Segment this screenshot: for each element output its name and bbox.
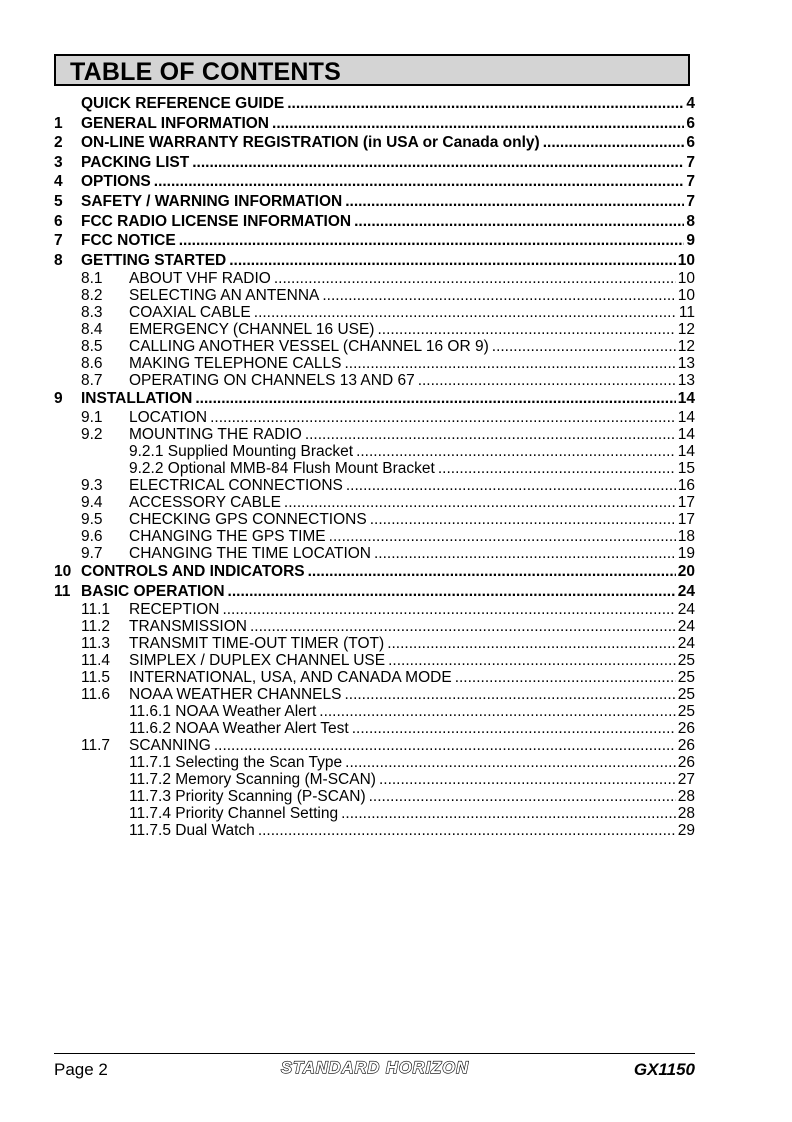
toc-entry[interactable] (54, 528, 695, 545)
dot-leader (387, 635, 676, 652)
dot-leader (305, 426, 676, 443)
dot-leader (345, 754, 676, 771)
dot-leader (229, 251, 676, 271)
dot-leader (214, 737, 676, 754)
toc-entry[interactable] (54, 389, 695, 409)
toc-entry-page: 16 (677, 476, 695, 494)
toc-entry-title: COAXIAL CABLE (129, 304, 251, 322)
toc-entry-number: 9.4 (81, 493, 103, 511)
toc-entry-title: Selecting the Scan Type (175, 754, 343, 772)
toc-entry-number: 8.7 (81, 372, 103, 390)
toc-entry-number: 9.1 (81, 408, 103, 426)
toc-entry-number: 4 (54, 173, 63, 191)
toc-entry-page: 20 (677, 562, 695, 580)
toc-entry-number: 5 (54, 192, 63, 210)
toc-entry-number: 11.2 (81, 618, 111, 636)
dot-leader (192, 153, 684, 173)
toc-entry[interactable] (54, 494, 695, 511)
toc-entry-title: SCANNING (129, 737, 211, 755)
toc-entry[interactable] (54, 545, 695, 562)
toc-entry[interactable] (54, 771, 695, 788)
toc-entry-title: ACCESSORY CABLE (129, 493, 281, 511)
dot-leader (274, 270, 676, 287)
toc-entry[interactable] (54, 652, 695, 669)
toc-entry-number: 8.6 (81, 355, 103, 373)
toc-entry-title: CONTROLS AND INDICATORS (81, 562, 305, 580)
toc-entry-page: 7 (686, 192, 695, 210)
dot-leader (354, 212, 684, 232)
toc-entry-page: 4 (686, 95, 695, 112)
toc-entry-title: OPTIONS (81, 173, 151, 191)
dot-leader (210, 409, 676, 426)
toc-entry-page: 12 (677, 338, 695, 356)
toc-entry-title: GETTING STARTED (81, 251, 227, 269)
toc-entry-page: 17 (677, 510, 695, 528)
toc-entry[interactable] (54, 409, 695, 426)
page-title: TABLE OF CONTENTS (70, 58, 341, 86)
dot-leader (369, 788, 676, 805)
toc-entry-title: NOAA WEATHER CHANNELS (129, 686, 342, 704)
toc-title-box (54, 54, 690, 86)
toc-entry-page: 25 (677, 686, 695, 704)
toc-entry-title: MOUNTING THE RADIO (129, 425, 302, 443)
toc-entry-number: 10 (54, 562, 72, 580)
toc-entry-title: Priority Scanning (P-SCAN) (175, 788, 366, 806)
dot-leader (377, 321, 675, 338)
dot-leader (356, 443, 676, 460)
dot-leader (344, 355, 675, 372)
toc-entry[interactable] (54, 153, 695, 173)
dot-leader (492, 338, 676, 355)
dot-leader (254, 304, 677, 321)
toc-entry-page: 9 (686, 232, 695, 250)
toc-entry-title: BASIC OPERATION (81, 582, 225, 600)
toc-entry-page: 14 (677, 442, 695, 460)
toc-entry-number: 11.4 (81, 652, 111, 670)
dot-leader (418, 372, 676, 389)
dot-leader (455, 669, 676, 686)
dot-leader (179, 231, 685, 251)
toc-entry-page: 10 (677, 270, 695, 288)
toc-entry-number: 9.2.2 (129, 459, 164, 477)
dot-leader (154, 172, 685, 192)
footer-page-number: Page 2 (54, 1060, 108, 1079)
toc-entry-number: 2 (54, 134, 63, 152)
toc-entry-page: 14 (677, 425, 695, 443)
toc-entry[interactable] (54, 460, 695, 477)
toc-entry-title: SELECTING AN ANTENNA (129, 287, 320, 305)
toc-entry-title: SIMPLEX / DUPLEX CHANNEL USE (129, 652, 386, 670)
toc-entry[interactable] (54, 737, 695, 754)
toc-entry-title: Dual Watch (175, 822, 255, 840)
toc-entry-number: 6 (54, 212, 63, 230)
toc-entry-page: 19 (677, 544, 695, 562)
toc-entry-number: 8.3 (81, 304, 103, 322)
toc-entry-title: FCC RADIO LICENSE INFORMATION (81, 212, 352, 230)
toc-entry[interactable] (54, 601, 695, 618)
toc-entry[interactable] (54, 114, 695, 134)
dot-leader (222, 601, 675, 618)
toc-entry-title: NOAA Weather Alert Test (175, 720, 349, 738)
toc-entry-number: 11.6.1 (129, 703, 171, 721)
toc-entry-number: 11.1 (81, 601, 111, 619)
toc-entry[interactable] (54, 338, 695, 355)
toc-entry-title: Supplied Mounting Bracket (167, 442, 354, 460)
dot-leader (374, 545, 676, 562)
toc-entry[interactable] (54, 372, 695, 389)
toc-entry-number: 11.7.3 (129, 788, 171, 806)
toc-entry-number: 9.5 (81, 510, 103, 528)
toc-entry[interactable] (54, 287, 695, 304)
toc-entry-title: CALLING ANOTHER VESSEL (CHANNEL 16 OR 9) (129, 338, 489, 356)
toc-entry-page: 18 (677, 527, 695, 545)
toc-entry-number: 11.7 (81, 737, 111, 755)
toc-entry[interactable] (54, 231, 695, 251)
toc-entry-title: INSTALLATION (81, 390, 193, 408)
dot-leader (370, 511, 676, 528)
toc-entry-title: ABOUT VHF RADIO (129, 270, 271, 288)
toc-entry[interactable] (54, 686, 695, 703)
toc-entry-title: CHECKING GPS CONNECTIONS (129, 510, 367, 528)
toc-entry[interactable] (54, 212, 695, 232)
toc-entry-page: 25 (677, 669, 695, 687)
toc-entry[interactable] (54, 703, 695, 720)
dot-leader (344, 686, 675, 703)
toc-entry[interactable] (54, 426, 695, 443)
toc-entry-number: 9.2 (81, 425, 103, 443)
toc-entry-number: 8 (54, 251, 63, 269)
brand-logo: STANDARD HORIZON (280, 1059, 470, 1077)
toc-entry-title: Priority Channel Setting (175, 805, 339, 823)
toc-entry-page: 7 (686, 173, 695, 191)
toc-entry-number: 11.7.2 (129, 771, 171, 789)
toc-entry[interactable] (54, 720, 695, 737)
toc-entry[interactable] (54, 251, 695, 271)
toc-entry-title: ON-LINE WARRANTY REGISTRATION (in USA or Canada only) (81, 134, 540, 152)
toc-entry-page: 15 (677, 459, 695, 477)
toc-entry-page: 6 (686, 134, 695, 152)
toc-entry-page: 8 (686, 212, 695, 230)
toc-entry-page: 24 (677, 635, 695, 653)
toc-entry-number: 8.5 (81, 338, 103, 356)
toc-entry-number: 8.2 (81, 287, 103, 305)
toc-entry-page: 24 (677, 582, 695, 600)
toc-entry-number: 11.7.1 (129, 754, 171, 772)
toc-entry-page: 10 (677, 287, 695, 305)
toc-entry[interactable] (54, 635, 695, 652)
toc-entry-number: 7 (54, 232, 63, 250)
toc-entry[interactable] (54, 321, 695, 338)
footer-divider (54, 1053, 695, 1054)
toc-entry[interactable] (54, 788, 695, 805)
dot-leader (258, 822, 676, 839)
toc-entry-page: 6 (686, 114, 695, 132)
toc-entry[interactable] (54, 511, 695, 528)
toc-entry-title: RECEPTION (129, 601, 220, 619)
dot-leader (287, 94, 684, 114)
toc-entry-title: OPERATING ON CHANNELS 13 AND 67 (129, 372, 415, 390)
toc-entry-number: 11.5 (81, 669, 111, 687)
toc-entry-title: LOCATION (129, 408, 208, 426)
toc-entry[interactable] (54, 562, 695, 582)
dot-leader (195, 389, 675, 409)
toc-entry-page: 17 (677, 493, 695, 511)
toc-entry-title: TRANSMISSION (129, 618, 247, 636)
toc-entry-title: GENERAL INFORMATION (81, 114, 270, 132)
toc-entry-number: 9.7 (81, 544, 103, 562)
dot-leader (228, 582, 676, 602)
toc-entry-title: SAFETY / WARNING INFORMATION (81, 192, 343, 210)
toc-entry-title: TRANSMIT TIME-OUT TIMER (TOT) (129, 635, 385, 653)
toc-entry-number: 1 (54, 114, 63, 132)
toc-entry-number: 3 (54, 153, 63, 171)
dot-leader (250, 618, 676, 635)
dot-leader (341, 805, 676, 822)
toc-entry-title: INTERNATIONAL, USA, AND CANADA MODE (129, 669, 452, 687)
toc-entry-title: FCC NOTICE (81, 232, 176, 250)
dot-leader (352, 720, 676, 737)
toc-entry-page: 24 (677, 601, 695, 619)
toc-entry-page: 14 (677, 390, 695, 408)
toc-entry-title: EMERGENCY (CHANNEL 16 USE) (129, 321, 375, 339)
toc-entry-page: 26 (677, 754, 695, 772)
toc-entry-number: 11 (54, 582, 71, 600)
toc-entry-page: 28 (677, 805, 695, 823)
toc-entry[interactable] (54, 304, 695, 321)
toc-entry[interactable] (54, 270, 695, 287)
toc-entry-number: 11.7.5 (129, 822, 171, 840)
dot-leader (543, 133, 685, 153)
toc-entry-title: Memory Scanning (M-SCAN) (175, 771, 376, 789)
toc-entry-page: 25 (677, 652, 695, 670)
toc-entry-page: 26 (677, 737, 695, 755)
toc-entry-page: 25 (677, 703, 695, 721)
toc-entry[interactable] (54, 355, 695, 372)
toc-entry-number: 9.6 (81, 527, 103, 545)
table-of-contents (54, 94, 695, 839)
toc-entry[interactable] (54, 822, 695, 839)
toc-entry-title: MAKING TELEPHONE CALLS (129, 355, 342, 373)
dot-leader (438, 460, 676, 477)
toc-entry-title: Optional MMB-84 Flush Mount Bracket (167, 459, 435, 477)
toc-entry-title: QUICK REFERENCE GUIDE (81, 95, 285, 112)
toc-entry[interactable] (54, 754, 695, 771)
toc-entry-number: 11.3 (81, 635, 111, 653)
toc-entry-number: 9.2.1 (129, 442, 164, 460)
toc-entry[interactable] (54, 94, 695, 114)
toc-entry-title: ELECTRICAL CONNECTIONS (129, 476, 343, 494)
dot-leader (272, 114, 684, 134)
toc-entry-page: 11 (678, 304, 695, 322)
toc-entry-page: 24 (677, 618, 695, 636)
toc-entry-number: 8.4 (81, 321, 103, 339)
toc-entry-page: 13 (677, 372, 695, 390)
toc-entry-title: NOAA Weather Alert (175, 703, 317, 721)
dot-leader (345, 192, 684, 212)
toc-entry-number: 9.3 (81, 476, 103, 494)
toc-entry-title: CHANGING THE TIME LOCATION (129, 544, 371, 562)
toc-entry[interactable] (54, 133, 695, 153)
toc-entry-page: 26 (677, 720, 695, 738)
toc-entry[interactable] (54, 805, 695, 822)
toc-entry-number: 8.1 (81, 270, 103, 288)
dot-leader (388, 652, 676, 669)
dot-leader (284, 494, 676, 511)
toc-entry-number: 11.6.2 (129, 720, 171, 738)
toc-entry[interactable] (54, 618, 695, 635)
toc-entry-page: 13 (677, 355, 695, 373)
toc-entry[interactable] (54, 669, 695, 686)
toc-entry-page: 29 (677, 822, 695, 840)
toc-entry-number: 9 (54, 390, 63, 408)
toc-entry-number: 11.7.4 (129, 805, 171, 823)
toc-entry-title: CHANGING THE GPS TIME (129, 527, 326, 545)
toc-entry-page: 10 (677, 251, 695, 269)
toc-entry-title: PACKING LIST (81, 153, 190, 171)
toc-entry-page: 14 (677, 408, 695, 426)
dot-leader (308, 562, 676, 582)
dot-leader (322, 287, 675, 304)
toc-entry[interactable] (54, 582, 695, 602)
toc-entry-page: 27 (677, 771, 695, 789)
dot-leader (329, 528, 676, 545)
toc-entry[interactable] (54, 192, 695, 212)
toc-entry-page: 7 (686, 153, 695, 171)
dot-leader (346, 477, 676, 494)
toc-entry-page: 12 (677, 321, 695, 339)
toc-entry-number: 11.6 (81, 686, 111, 704)
dot-leader (379, 771, 676, 788)
toc-entry[interactable] (54, 172, 695, 192)
toc-entry[interactable] (54, 477, 695, 494)
toc-entry[interactable] (54, 443, 695, 460)
footer-model-name: GX1150 (633, 1060, 695, 1079)
dot-leader (319, 703, 675, 720)
toc-entry-page: 28 (677, 788, 695, 806)
